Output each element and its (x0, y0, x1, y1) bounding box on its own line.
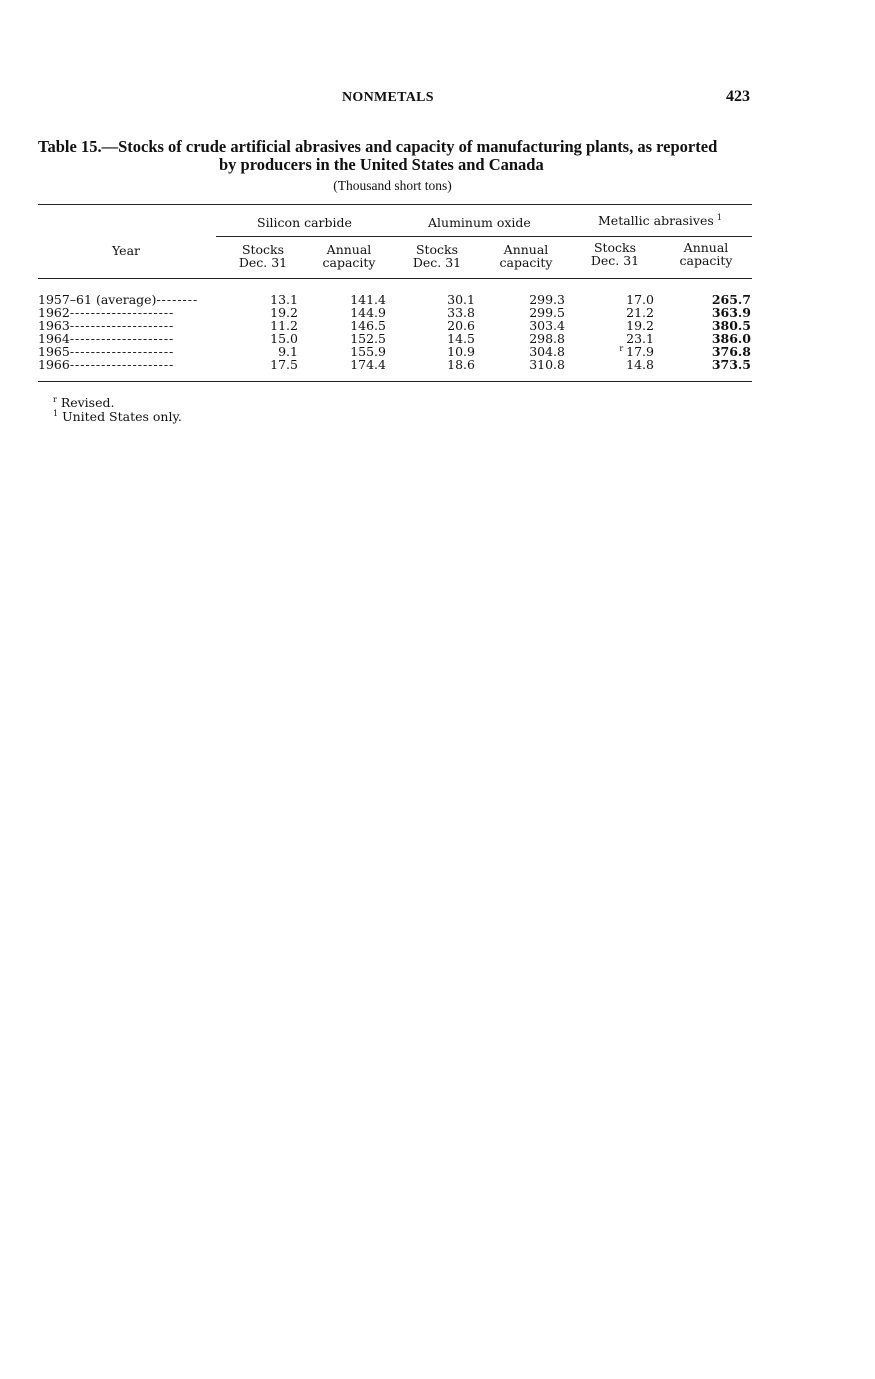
cell-ao-stocks: 33.8 (447, 305, 475, 320)
cell-ao-capacity: 298.8 (529, 331, 565, 346)
footnote-revised: $^r$ Revised. (53, 394, 115, 410)
table-title (38, 138, 752, 174)
cell-ma-stocks: 17.0 (626, 292, 654, 307)
cell-sc-stocks: 15.0 (270, 331, 298, 346)
subheader-ma-stocks: Stocks Dec. 31 (590, 240, 640, 268)
cell-sc-capacity: 146.5 (350, 318, 386, 333)
cell-ma-stocks: 19.2 (626, 318, 654, 333)
running-head: NONMETALS (342, 90, 434, 105)
cell-sc-capacity: 144.9 (350, 305, 386, 320)
subheader-sc-capacity: Annual capacity (322, 242, 376, 270)
group-header-silicon-carbide: Silicon carbide (257, 215, 352, 230)
subheader-ma-capacity: Annual capacity (679, 240, 733, 268)
table-subtitle: (Thousand short tons) (333, 178, 452, 193)
page-number: 423 (726, 88, 750, 105)
cell-ma-stocks: 14.8 (626, 357, 654, 372)
cell-ao-capacity: 299.5 (529, 305, 565, 320)
table-row: 1965-------------------- (38, 344, 175, 359)
cell-ao-capacity: 304.8 (529, 344, 565, 359)
table-row: 1957–61 (average)-------- (38, 292, 199, 307)
group-header-aluminum-oxide: Aluminum oxide (428, 215, 531, 230)
cell-ma-stocks: 21.2 (626, 305, 654, 320)
table-row: 1966-------------------- (38, 357, 175, 372)
cell-ma-capacity: 373.5 (711, 357, 751, 372)
cell-ao-capacity: 310.8 (529, 357, 565, 372)
cell-sc-stocks: 9.1 (278, 344, 298, 359)
cell-ma-capacity: 363.9 (711, 305, 751, 320)
cell-ma-stocks: 23.1 (626, 331, 654, 346)
cell-ma-stocks: $^r$ 17.9 (619, 343, 654, 359)
cell-ao-capacity: 299.3 (529, 292, 565, 307)
cell-sc-stocks: 11.2 (270, 318, 298, 333)
cell-ao-stocks: 30.1 (447, 292, 475, 307)
table-title-line1: Table 15.—Stocks of crude artificial abrasives and capacity of manufacturing plants, as reported (38, 137, 718, 156)
group-header-metallic-abrasives: Metallic abrasives $^1$ (598, 212, 722, 228)
cell-ma-capacity: 265.7 (711, 292, 751, 307)
cell-ao-capacity: 303.4 (529, 318, 565, 333)
revised-marker: r (619, 343, 624, 353)
cell-sc-capacity: 141.4 (350, 292, 386, 307)
year-column-header: Year (112, 243, 140, 258)
cell-sc-stocks: 17.5 (270, 357, 298, 372)
subheader-ao-capacity: Annual capacity (499, 242, 553, 270)
table-bottom-rule (38, 381, 752, 382)
cell-ao-stocks: 10.9 (447, 344, 475, 359)
cell-ma-capacity: 376.8 (711, 344, 751, 359)
cell-ao-stocks: 18.6 (447, 357, 475, 372)
table-row: 1962-------------------- (38, 305, 175, 320)
footnote-marker-1: 1 (716, 212, 722, 222)
footnote-us-only: $^1$ United States only. (53, 408, 182, 424)
cell-sc-stocks: 13.1 (270, 292, 298, 307)
cell-ao-stocks: 20.6 (447, 318, 475, 333)
cell-ma-capacity: 380.5 (711, 318, 751, 333)
cell-sc-capacity: 155.9 (350, 344, 386, 359)
cell-sc-capacity: 174.4 (350, 357, 386, 372)
group-underline (216, 236, 752, 237)
cell-ma-capacity: 386.0 (711, 331, 751, 346)
table-row: 1963-------------------- (38, 318, 175, 333)
table-row: 1964-------------------- (38, 331, 175, 346)
cell-sc-stocks: 19.2 (270, 305, 298, 320)
table-top-rule (38, 204, 752, 205)
header-bottom-rule (38, 278, 752, 279)
table-title-line2: by producers in the United States and Canada (219, 155, 544, 174)
cell-sc-capacity: 152.5 (350, 331, 386, 346)
cell-ao-stocks: 14.5 (447, 331, 475, 346)
subheader-ao-stocks: Stocks Dec. 31 (412, 242, 462, 270)
subheader-sc-stocks: Stocks Dec. 31 (238, 242, 288, 270)
